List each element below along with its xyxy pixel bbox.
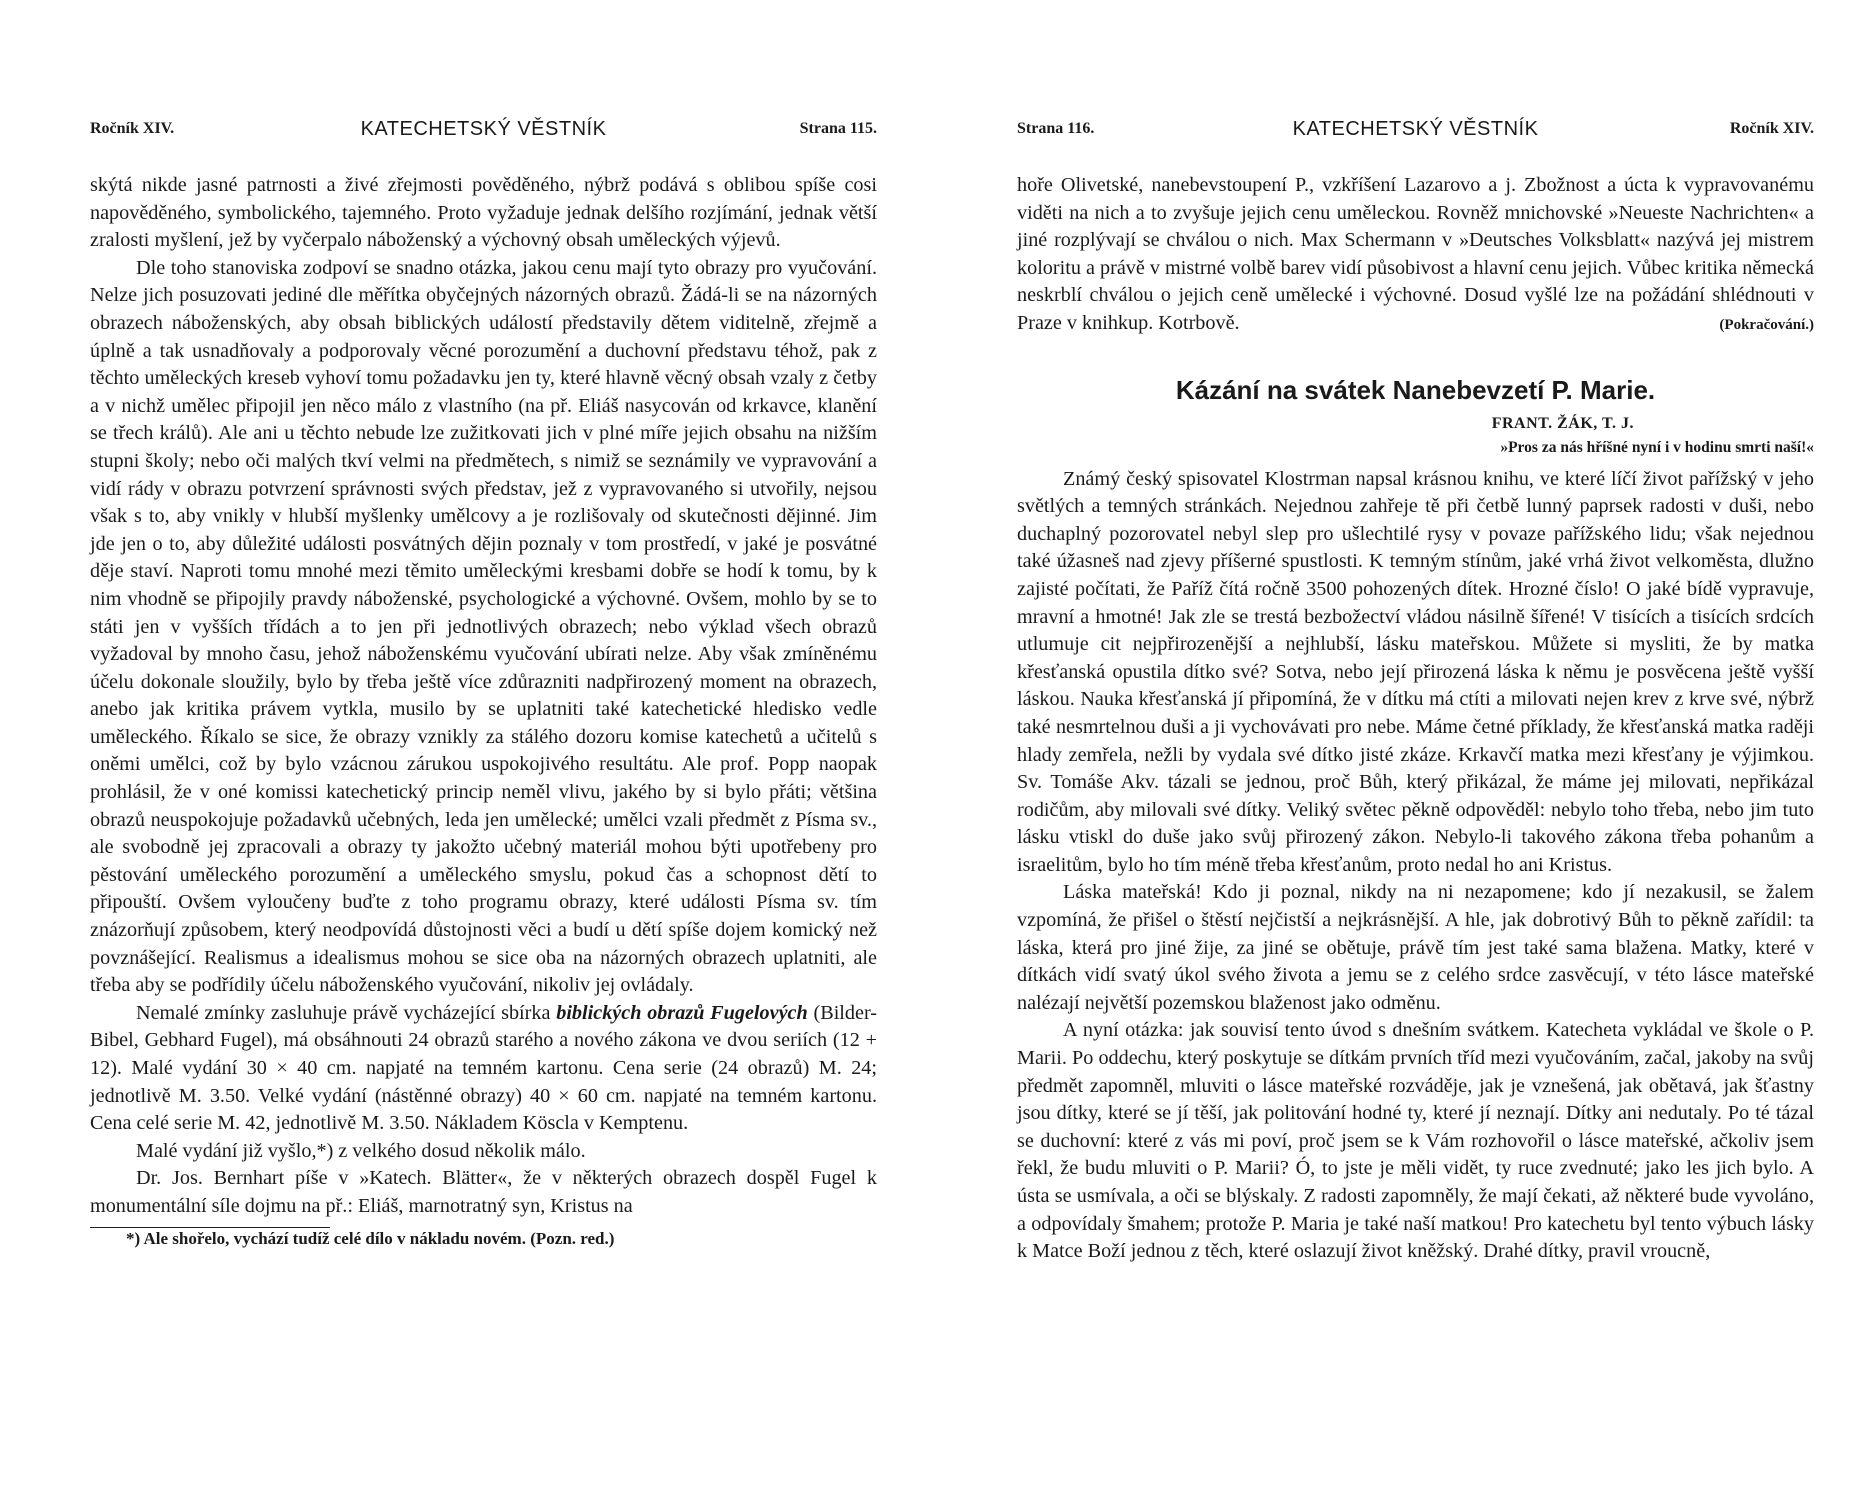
volume-label: Ročník XIV.	[1729, 120, 1814, 137]
intro-paragraph	[1017, 172, 1814, 338]
small-edition-paragraph: Malé vydání již vyšlo,*) z velkého dosud několik málo.	[136, 1139, 586, 1162]
paragraph: Známý český spisovatel Klostrman napsal krásnou knihu, ve které líčí život pařížský v jeho světlých a temných stránkách. Nejednou zahřeje tě při četbě lunný paprsek radosti v duši, nebo duchaplný pozorovatel nebyl slep pro ušlechtilé rysy v povaze pařížského lidu; však nejednou také úžasneš nad zjevy příšerné spustlosti. K temným stínům, jaké vrhá život velkoměsta, dlužno zajisté počítati, že Paříž čítá ročně 3500 pohozených dítek. Hrozné číslo! O jaké bídě vypravuje, mravní a hmotné! Jak zle se trestá bezbožectví vládou násilně šířené! V tisících a tisících srdcích utlumuje cit nejpřirozenější a nejhlubší, lásku mateřskou. Můžete si mysliti, že by matka křesťanská opustila dítko své? Sotva, nebo její přirozená láska k němu je posvěcena ještě vyšší láskou. Nauka křesťanská jí připomíná, že v dítku má ctíti a milovati nejen krev z krve své, nýbrž také nesmrtelnou duši a ji vychovávati pro nebe. Máme četné příklady, že křesťanská matka raději hlady zemřela, nežli by vydala své dítko jisté zkáze. Krkavčí matka mezi křesťany je výjimkou. Sv. Tomáše Akv. tázali se jednou, proč Bůh, který přikázal, že máme jej milovati, nepřikázal rodičům, aby milovali své dítky. Veliký světec pěkně odpověděl: nebylo toho třeba, nebo jim tuto lásku vtiskl do duše jako svůj přirozený zákon. Nebylo-li takového zákona třeba pohanům a israelitům, bylo ho tím méně třeba křesťanům, proto nedal ho ani Kristus.	[1017, 467, 1814, 876]
journal-title: KATECHETSKÝ VĚSTNÍK	[1292, 118, 1539, 140]
page-number: Strana 116.	[1017, 120, 1095, 137]
fugel-paragraph	[90, 1000, 877, 1138]
right-page	[937, 0, 1874, 1500]
intro-text: hoře Olivetské, nanebevstoupení P., vzkříšení Lazarovo a j. Zbožnost a úcta k vypravovanému viděti na nich a to zvyšuje jejich cenu uměleckou. Rovněž mnichovské »Neueste Nachrichten« a jiné rozplývají se chválou o nich. Max Schermann v »Deutsches Volksblatt« nazývá jej mistrem koloritu a právě v mistrné volbě barev vidí působivost a hlavní cenu jejich. Vůbec kritika německá neskrblí chválou o jejich ceně umělecké i výchovné. Dosud vyšlé lze na požádání shlédnouti v Praze v knihkup. Kotrbově.	[1017, 174, 1814, 334]
fugel-text-before: Nemalé zmínky zasluhuje právě vycházející sbírka	[136, 1001, 557, 1024]
left-page-body	[90, 172, 877, 1450]
article-author: FRANT. ŽÁK, T. J.	[1491, 414, 1634, 432]
bernhart-paragraph: Dr. Jos. Bernhart píše v »Katech. Blätter«, že v některých obrazech dospěl Fugel k monumentální síle dojmu na př.: Eliáš, marnotratný syn, Kristus na	[90, 1167, 877, 1217]
right-page-body	[1017, 172, 1814, 1450]
journal-title: KATECHETSKÝ VĚSTNÍK	[360, 118, 607, 140]
paragraph: Dle toho stanoviska zodpoví se snadno otázka, jakou cenu mají tyto obrazy pro vyučování. Nelze jich posuzovati jediné dle měřítka obyčejných názorných obrazů. Žádá-li se na názorných obrazech náboženských, aby obsah biblických událostí představily dětem viditelně, zřejmě a úplně a tak usnadňovaly a podporovaly věcné porozumění a duchovní představu téhož, pak z těchto uměleckých kreseb vyhoví tomu požadavku jen ty, které hlavně věcný obsah vzaly z četby a v nichž umělec připojil jen něco málo z vlastního (na př. Eliáš nasycován od krkavce, klanění se třech králů). Ale ani u těchto nebude lze zužitkovati jich v plné míře jejich obsahu na nižším stupni školy; nebo oči malých tkví velmi na předmětech, s nimiž se seznámily ve vypravování a vidí rády v obrazu potvrzení správnosti svých představ, jež z vypravovaného si utvořily, nejsou však s to, aby vnikly v hlubší myšlenky umělcovy a je rozlišovaly od skutečnosti dějinné. Jim jde jen o to, aby důležité události posvátných dějin poznaly v tom prostředí, v jaké je posvátné děje staví. Naproti tomu mnohé mezi těmito uměleckými kresbami dobře se hodí k tomu, by k nim vhodně se připojily pravdy náboženské, psychologické a výchovné. Ovšem, mohlo by se to státi jen v vyšších třídách a to jen při jednotlivých obrazech; nebo výklad všech obrazů vyžadoval by mnoho času, jehož náboženskému vyučování ubírati nelze. Aby však zmíněnému účelu dokonale sloužily, bylo by třeba ještě více zdůrazniti nadpřirozený moment na obrazech, anebo jak kritika právem vytkla, musilo by se uplatniti také katechetické hledisko vedle uměleckého. Říkalo se sice, že obrazy vznikly za stálého dozoru komise katechetů a učitelů s oněmi umělci, což by bylo vzácnou zárukou uspokojivého resultátu. Ale prof. Popp naopak prohlásil, že v oné komissi katechetický princip neměl vlivu, jakého by si bylo přáti; většina obrazů neuspokojuje požadavků učebných, leda jen umělecké; umělci vzali předmět z Písma sv., ale svobodně jej zpracovali a obrazy ty jakožto učebný materiál mohou býti upotřebeny pro pěstování uměleckého porozumění a uměleckého smyslu, pokud čas a schopnost dětí to připouští. Ovšem vyloučeny buďte z toho programu obrazy, které události Písma sv. tím znázorňují způsobem, který neodpovídá důstojnosti věci a budí u dětí spíše dojem komický než povznášející. Realismus a idealismus mohou se sice oba na názorných obrazech uplatniti, ale třeba aby se podřídily účelu náboženského vyučování, nikoliv jej ovládaly.	[90, 256, 877, 997]
paragraph: Láska mateřská! Kdo ji poznal, nikdy na ni nezapomene; kdo jí nezakusil, se žalem vzpomíná, že přišel o štěstí nejčistší a nejkrásnější. A hle, jak dobrotivý Bůh to pěkně zařídil: ta láska, která pro jiné žije, za jiné se obětuje, právě tím jest také sama blažena. Matky, které v dítkách vidí svatý úkol svého života a jemu se z celého srdce zasvěcují, v této lásce mateřské nalézají největší pozemskou blaženost jako odměnu.	[1017, 881, 1814, 1014]
right-page-header	[1017, 120, 1814, 150]
left-page-header	[90, 120, 877, 150]
paragraph: A nyní otázka: jak souvisí tento úvod s dnešním svátkem. Katecheta vykládal ve škole o P. Marii. Po oddechu, který poskytuje se dítkám prvních tříd mezi vyučováním, začal, jakoby na svůj předmět zapomněl, mluviti o lásce mateřské rozváděje, jak je vznešená, jak obětavá, jak šťastny jsou dítky, které se jí těší, jak politování hodné ty, které jí neznají. Dítky ani nedutaly. Po té tázal se duchovní: které z vás mi poví, proč jsem se k Vám rozhovořil o lásce mateřské, ačkoliv jsem řekl, že budu mluviti o P. Marii? Ó, to jste je měli vidět, ty ruce zvednuté; jako les jich bylo. A ústa se usmívala, a oči se blýskaly. Z radosti zapomněly, že mají čekati, až některé bude vyvoláno, a odpovídaly šmahem; protože P. Maria je také naší matkou! Pro katechetu byl tento výbuch lásky k Matce Boží jednou z těch, které oslazují život kněžský. Drahé dítky, pravil vroucně,	[1017, 1019, 1814, 1263]
article-title: Kázání na svátek Nanebevzetí P. Marie.	[1175, 374, 1656, 405]
paragraph: skýtá nikde jasné patrnosti a živé zřejmosti pověděného, nýbrž podává s oblibou spíše cosi napověděného, symbolického, tajemného. Proto vyžaduje jednak delšího rozjímání, jednak větší zralosti myšlení, jež by vyčerpalo náboženský a výchovný obsah uměleckých výjevů.	[90, 174, 877, 252]
volume-label: Ročník XIV.	[90, 120, 175, 137]
fugel-emphasis: biblických obrazů Fugelových	[556, 1001, 808, 1024]
continued-note: (Pokračování.)	[1719, 316, 1814, 333]
article-motto: »Pros za nás hříšné nyní i v hodinu smrti naší!«	[1500, 438, 1814, 456]
footnote: *) Ale shořelo, vychází tudíž celé dílo v nákladu novém. (Pozn. red.)	[126, 1228, 615, 1248]
fugel-text-after: (Bilder-Bibel, Gebhard Fugel), má obsáhnouti 24 obrazů starého a nového zákona ve dvou seriích (12 + 12). Malé vydání 30 × 40 cm. napjaté na temném kartonu. Cena serie (24 obrazů) M. 24; jednotlivě M. 3.50. Velké vydání (nástěnné obrazy) 40 × 60 cm. napjaté na temném kartonu. Cena celé serie M. 42, jednotlivě M. 3.50. Nákladem Köscla v Kemptenu.	[90, 1001, 878, 1135]
page-number: Strana 115.	[799, 120, 877, 137]
